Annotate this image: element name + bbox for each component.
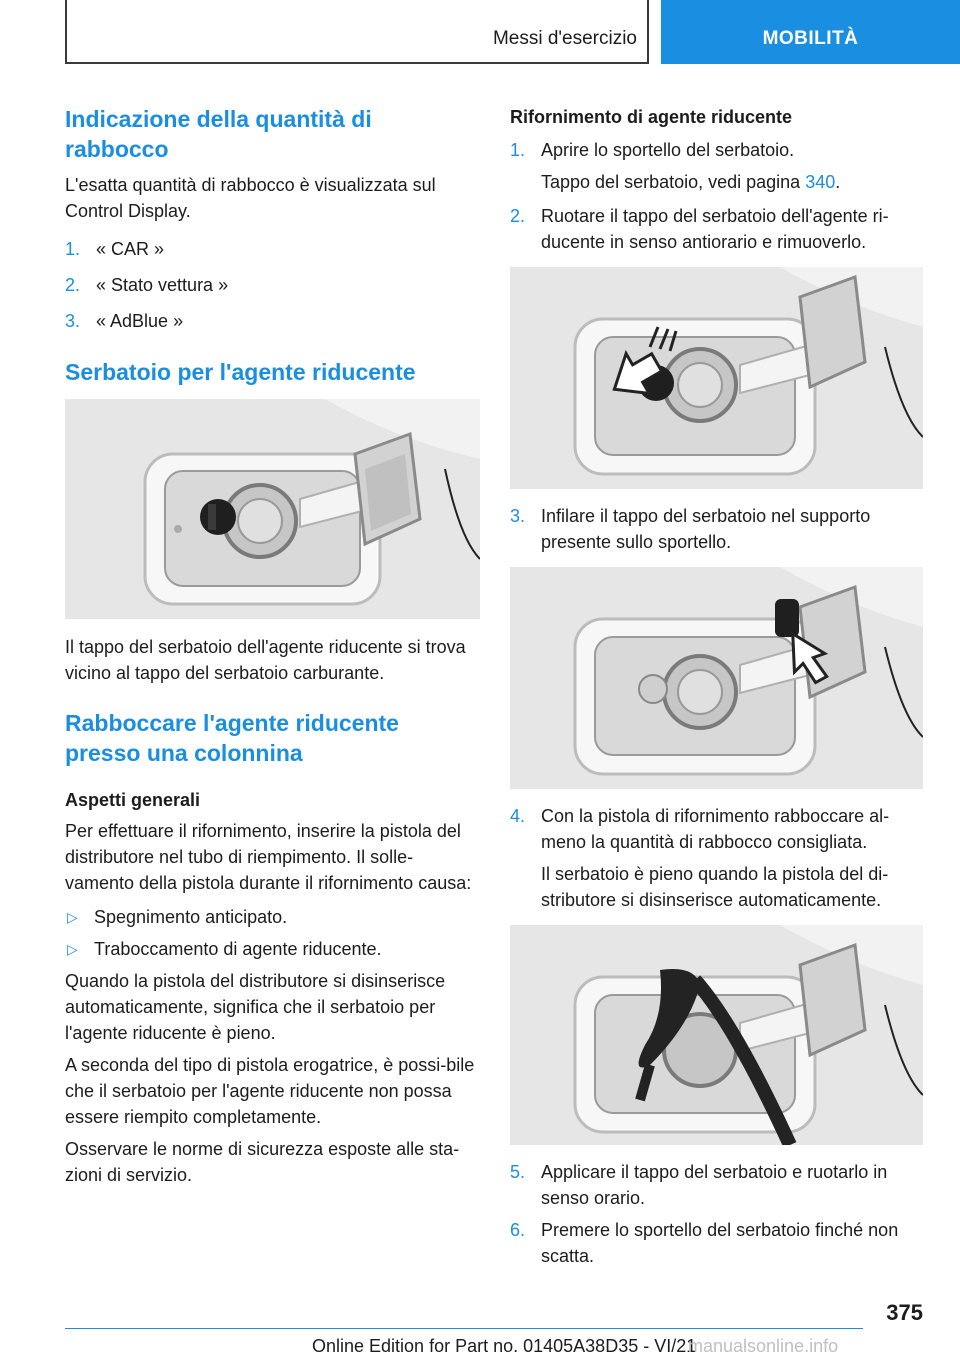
step-number: 4. (510, 806, 526, 826)
step-text: Premere lo sportello del serbatoio finché non scatta. (541, 1220, 899, 1266)
step-1-note (510, 169, 923, 195)
pump-disengage-text: Quando la pistola del distributore si disinserisce automaticamente, significa che il serbatoio per l'agente riducente è pieno. (65, 971, 446, 1043)
left-column (65, 100, 480, 1188)
header-chapter-label: MOBILITÀ (762, 28, 859, 49)
list-item (65, 272, 480, 298)
step-5 (510, 1159, 923, 1211)
footer-watermark: manualsonline.info (688, 1336, 839, 1356)
refuel-nozzle-image (510, 925, 923, 1145)
list-text: « AdBlue » (96, 311, 184, 331)
step-note-text: Tappo del serbatoio, vedi pagina (541, 172, 801, 192)
list-text: « CAR » (96, 239, 165, 259)
triangle-bullet-icon: ▷ (67, 941, 78, 957)
heading-refill-at-pump: Rabboccare l'agente riducente presso una colonnina (65, 710, 399, 766)
step-4 (510, 803, 923, 855)
step-2 (510, 203, 923, 255)
refuel-nozzle-illustration (510, 925, 923, 1145)
list-number: 1. (65, 239, 81, 259)
remove-cap-illustration (510, 267, 923, 489)
list-item (65, 308, 480, 334)
list-number: 3. (65, 311, 81, 331)
cap-holder-image (510, 567, 923, 789)
heading-reducing-agent-tank: Serbatoio per l'agente riducente (65, 359, 416, 385)
menu-path-list (65, 236, 480, 334)
header-section-title: Messi d'esercizio (492, 28, 637, 49)
list-text: Traboccamento di agente riducente. (94, 939, 382, 959)
safety-rules-text: Osservare le norme di sicurezza esposte alle sta-zioni di servizio. (65, 1139, 460, 1185)
step-1 (510, 137, 923, 163)
right-column (510, 100, 923, 1269)
list-item (65, 236, 480, 262)
header-section-box (65, 0, 649, 64)
header-chapter-tab[interactable] (661, 0, 960, 64)
step-text: Aprire lo sportello del serbatoio. (541, 140, 795, 160)
heading-refill-quantity: Indicazione della quantità di rabbocco (65, 106, 372, 162)
step-text: Con la pistola di rifornimento rabboccare al-meno la quantità di rabbocco consigliata. (541, 806, 890, 852)
subheading-general: Aspetti generali (65, 790, 201, 810)
list-item (65, 936, 480, 962)
page-reference-link[interactable]: 340 (805, 172, 836, 192)
step-text: Ruotare il tappo del serbatoio dell'agente ri-ducente in senso antiorario e rimuoverlo. (541, 206, 889, 252)
step-note-text: Il serbatoio è pieno quando la pistola del di-stributore si disinserisce automaticamente. (541, 864, 889, 910)
step-3 (510, 503, 923, 555)
list-text: « Stato vettura » (96, 275, 229, 295)
footer-divider (65, 1328, 863, 1329)
tank-flap-image (65, 399, 480, 619)
tank-location-caption: Il tappo del serbatoio dell'agente riducente si trova vicino al tappo del serbatoio carburante. (65, 637, 466, 683)
triangle-bullet-icon: ▷ (67, 909, 78, 925)
footer-edition: Online Edition for Part no. 01405A38D35 - VI/21 (312, 1336, 697, 1356)
step-number: 1. (510, 140, 526, 160)
subheading-refilling: Rifornimento di agente riducente (510, 107, 793, 127)
step-text: Infilare il tappo del serbatoio nel supporto presente sullo sportello. (541, 506, 871, 552)
step-number: 3. (510, 506, 526, 526)
consequence-list (65, 904, 480, 962)
remove-cap-image (510, 267, 923, 489)
step-6 (510, 1217, 923, 1269)
list-text: Spegnimento anticipato. (94, 907, 288, 927)
page-number: 375 (886, 1300, 923, 1325)
refill-quantity-text: L'esatta quantità di rabbocco è visualizzata sul Control Display. (65, 175, 436, 221)
general-text: Per effettuare il rifornimento, inserire la pistola del distributore nel tubo di riempimento. Il solle-vamento della pistola durante il rifornimento causa: (65, 821, 472, 893)
cap-holder-illustration (510, 567, 923, 789)
step-4-note (510, 861, 923, 913)
step-note-suffix: . (835, 172, 841, 192)
step-number: 2. (510, 206, 526, 226)
step-number: 5. (510, 1162, 526, 1182)
step-number: 6. (510, 1220, 526, 1240)
step-text: Applicare il tappo del serbatoio e ruotarlo in senso orario. (541, 1162, 888, 1208)
list-number: 2. (65, 275, 81, 295)
tank-flap-illustration (65, 399, 480, 619)
list-item (65, 904, 480, 930)
pistol-type-text: A seconda del tipo di pistola erogatrice, è possi-bile che il serbatoio per l'agente riducente non possa essere riempito completamente. (65, 1055, 475, 1127)
